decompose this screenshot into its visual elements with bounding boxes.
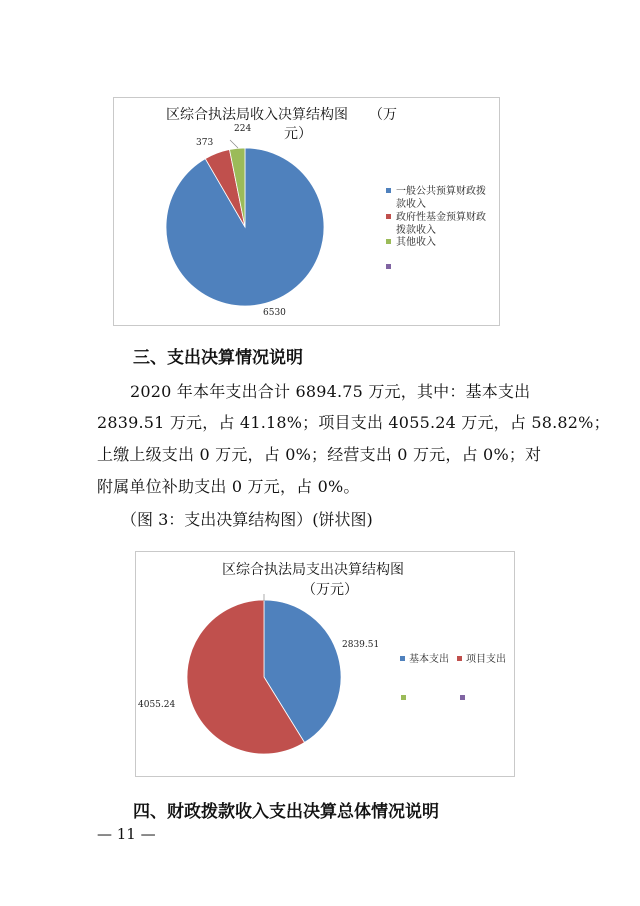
page-number: — 11 — — [97, 825, 156, 843]
legend-swatch — [386, 264, 391, 269]
legend-item-general — [386, 184, 486, 210]
slice-label-basic: 2839.51 — [342, 640, 380, 650]
legend-label: 其他收入 — [396, 237, 436, 248]
chart-title-line1: 区综合执法局支出决算结构图 — [222, 562, 404, 578]
legend-item-basic — [400, 652, 449, 665]
legend-swatch-blank — [460, 695, 465, 700]
chart-title-line1: 区综合执法局收入决算结构图 （万 — [166, 107, 397, 123]
legend-label: 项目支出 — [466, 654, 506, 665]
legend-label-cont: 拨款收入 — [396, 225, 436, 236]
legend-swatch-blank — [401, 695, 406, 700]
legend-label-cont: 款收入 — [396, 199, 426, 210]
legend-item-project — [457, 652, 506, 665]
expenditure-structure-pie-chart — [135, 551, 515, 777]
legend-swatch — [386, 214, 391, 219]
legend-label: 政府性基金预算财政 — [396, 212, 486, 223]
paragraph-line: 上缴上级支出 0 万元，占 0%；经营支出 0 万元，占 0%；对 — [97, 445, 542, 464]
legend-swatch — [386, 239, 391, 244]
chart-title-line2: （万元） — [302, 582, 358, 598]
slice-label-project: 4055.24 — [138, 700, 176, 710]
figure-caption: （图 3：支出决算结构图）(饼状图) — [121, 510, 373, 529]
legend-swatch — [457, 656, 462, 661]
section-heading-fiscal-allocation: 四、财政拨款收入支出决算总体情况说明 — [133, 802, 439, 822]
expenditure-pie-svg — [136, 552, 516, 778]
legend — [400, 652, 506, 700]
legend-swatch — [386, 188, 391, 193]
income-pie-svg — [114, 98, 501, 327]
paragraph-line: 2020 年本年支出合计 6894.75 万元，其中：基本支出 — [130, 382, 531, 401]
slice-label-other: 224 — [234, 124, 252, 134]
pie-slices — [187, 600, 341, 754]
income-structure-pie-chart — [113, 97, 500, 326]
legend-label: 一般公共预算财政拨 — [396, 186, 486, 197]
legend-item-blank — [386, 264, 391, 269]
legend-item-fund — [386, 210, 486, 236]
leader-line — [230, 140, 238, 148]
slice-label-fund: 373 — [196, 138, 214, 148]
legend-label: 基本支出 — [409, 654, 449, 665]
chart-title-line2: 元） — [284, 126, 312, 142]
pie-slices — [166, 148, 324, 306]
slice-label-general: 6530 — [263, 308, 286, 318]
paragraph-line: 附属单位补助支出 0 万元，占 0%。 — [97, 477, 360, 496]
section-heading-expenditure: 三、支出决算情况说明 — [133, 348, 303, 368]
legend-item-other — [386, 235, 436, 248]
legend — [386, 184, 486, 269]
legend-swatch — [400, 656, 405, 661]
paragraph-line: 2839.51 万元，占 41.18%；项目支出 4055.24 万元，占 58.82%； — [97, 413, 610, 432]
